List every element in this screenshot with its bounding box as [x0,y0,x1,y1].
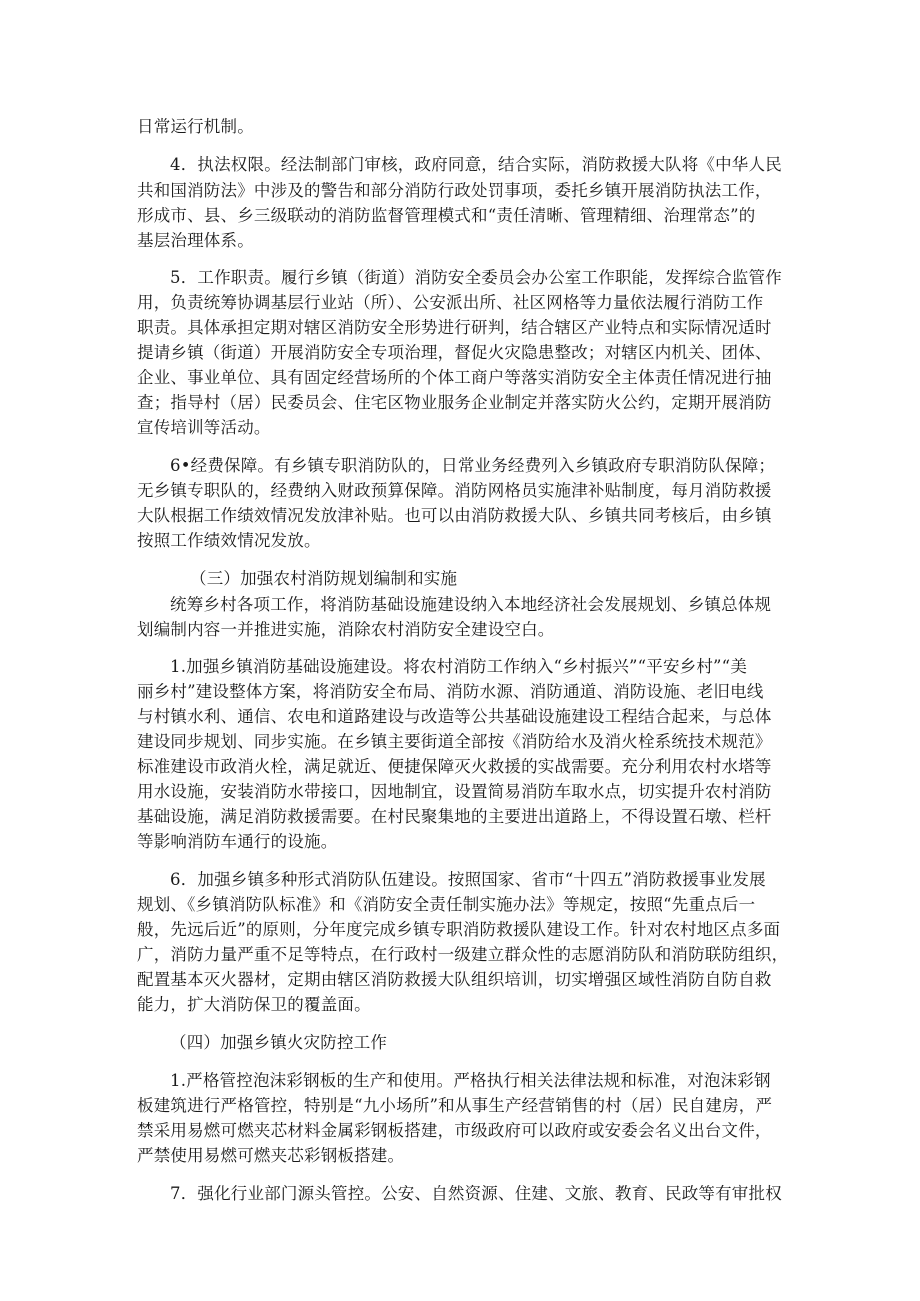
text-line: 等影响消防车通行的设施。 [137,832,338,851]
section-heading: （三）加强农村消防规划编制和实施 [190,569,458,588]
text-line: 标准建设市政消火栓，满足就近、便捷保障灭火救援的实战需要。充分利用农村水塔等 [137,757,772,776]
text-line: 丽乡村”建设整体方案，将消防安全布局、消防水源、消防通道、消防设施、老旧电线 [137,682,764,701]
text-line: 6•经费保障。有乡镇专职消防队的，日常业务经费列入乡镇政府专职消防队保障； [170,456,776,475]
text-line: 6．加强乡镇多种形式消防队伍建设。按照国家、省市“十四五”消防救援事业发展 [170,870,766,889]
text-line: 规划、《乡镇消防队标准》和《消防安全责任制实施办法》等规定，按照“先重点后一 [137,895,756,914]
text-line: 统筹乡村各项工作，将消防基础设施建设纳入本地经济社会发展规划、乡镇总体规 [170,595,772,614]
text-line: 用水设施，安装消防水带接口，因地制宜，设置简易消防车取水点，切实提升农村消防 [137,782,772,801]
text-line: 板建筑进行严格管控，特别是“九小场所”和从事生产经营销售的村（居）民自建房，严 [137,1096,773,1115]
text-line: 建设同步规划、同步实施。在乡镇主要街道全部按《消防给水及消火栓系统技术规范》 [137,732,772,751]
text-line: 宣传培训等活动。 [137,418,271,437]
text-line: 1.加强乡镇消防基础设施建设。将农村消防工作纳入“乡村振兴”“平安乡村”“美 [170,657,748,676]
text-line: 能力，扩大消防保卫的覆盖面。 [137,995,371,1014]
text-line: 职责。具体承担定期对辖区消防安全形势进行研判，结合辖区产业特点和实际情况适时 [137,318,772,337]
text-line: 企业、事业单位、具有固定经营场所的个体工商户等落实消防安全主体责任情况进行抽 [137,368,772,387]
text-line: 查；指导村（居）民委员会、住宅区物业服务企业制定并落实防火公约，定期开展消防 [137,393,772,412]
text-line: 形成市、县、乡三级联动的消防监督管理模式和“责任清晰、管理精细、治理常态”的 [137,206,756,225]
text-line: 按照工作绩效情况发放。 [137,531,321,550]
text-line: 大队根据工作绩效情况发放津补贴。也可以由消防救援大队、乡镇共同考核后，由乡镇 [137,506,772,525]
text-line: 提请乡镇（街道）开展消防安全专项治理，督促火灾隐患整改；对辖区内机关、团体、 [137,343,772,362]
text-line: 禁采用易燃可燃夹芯材料金属彩钢板搭建，市级政府可以政府或安委会名义出台文件， [137,1121,772,1140]
text-line: 基础设施，满足消防救援需要。在村民聚集地的主要进出道路上，不得设置石墩、栏杆 [137,807,772,826]
section-heading: （四）加强乡镇火灾防控工作 [170,1033,388,1052]
text-line: 基层治理体系。 [137,231,254,250]
text-line: 共和国消防法》中涉及的警告和部分消防行政处罚事项，委托乡镇开展消防执法工作， [137,181,772,200]
text-line: 用，负责统筹协调基层行业站（所）、公安派出所、社区网格等力量依法履行消防工作 [137,293,764,312]
text-line: 5．工作职责。履行乡镇（街道）消防安全委员会办公室工作职能，发挥综合监管作 [170,268,782,287]
text-line: 4．执法权限。经法制部门审核，政府同意，结合实际，消防救援大队将《中华人民 [170,155,782,174]
text-line: 划编制内容一并推进实施，消除农村消防安全建设空白。 [137,620,555,639]
text-line: 日常运行机制。 [137,117,254,136]
text-line: 无乡镇专职队的，经费纳入财政预算保障。消防网格员实施津补贴制度，每月消防救援 [137,481,772,500]
text-line: 般，先远后近”的原则，分年度完成乡镇专职消防救援队建设工作。针对农村地区点多面 [137,920,781,939]
text-line: 7．强化行业部门源头管控。公安、自然资源、住建、文旅、教育、民政等有审批权 [170,1184,782,1203]
text-line: 广，消防力量严重不足等特点，在行政村一级建立群众性的志愿消防队和消防联防组织， [137,945,789,964]
text-line: 严禁使用易燃可燃夹芯彩钢板搭建。 [137,1146,405,1165]
text-line: 与村镇水利、通信、农电和道路建设与改造等公共基础设施建设工程结合起来，与总体 [137,707,772,726]
text-line: 配置基本灭火器材，定期由辖区消防救援大队组织培训，切实增强区域性消防自防自救 [137,970,772,989]
text-line: 1.严格管控泡沫彩钢板的生产和使用。严格执行相关法律法规和标准，对泡沫彩钢 [170,1071,771,1090]
